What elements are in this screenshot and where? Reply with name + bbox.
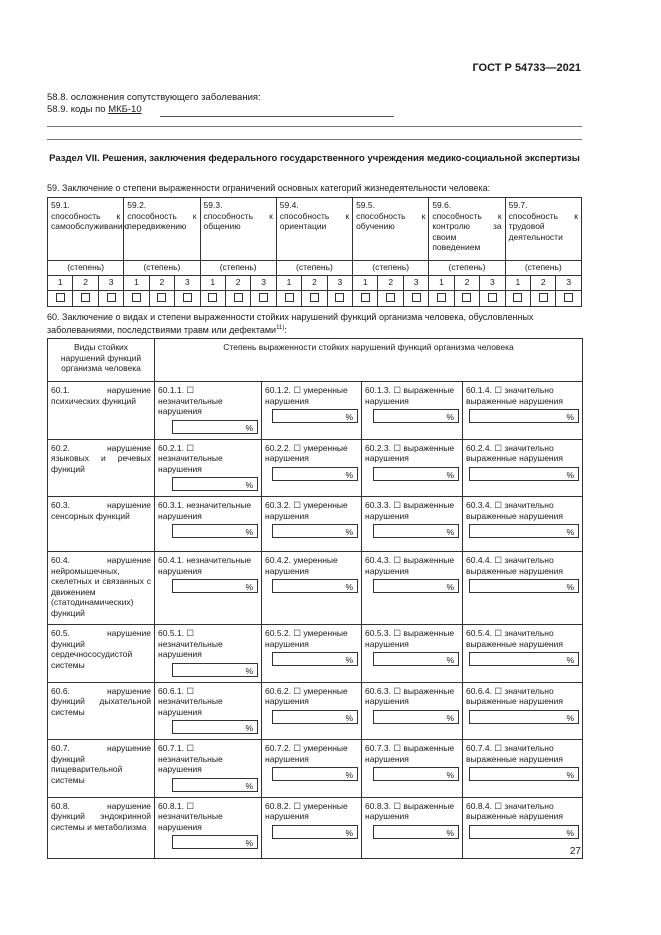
page-number: 27 bbox=[569, 846, 581, 857]
percent-field[interactable]: % bbox=[373, 767, 459, 781]
level-checkbox-cell bbox=[480, 291, 505, 307]
degree-cell bbox=[463, 797, 583, 858]
degree-cell bbox=[155, 797, 262, 858]
blank-line-1 bbox=[47, 126, 582, 127]
checkbox[interactable] bbox=[462, 293, 471, 302]
degree-option-label[interactable]: 60.3.2. ☐ умеренные нарушения bbox=[265, 500, 348, 521]
degree-cell bbox=[362, 740, 463, 798]
category-cell: 59.6. способность к контролю за своим поведением bbox=[429, 198, 505, 261]
percent-field[interactable]: % bbox=[373, 652, 459, 666]
level-number: 2 bbox=[225, 276, 250, 291]
checkbox[interactable] bbox=[564, 293, 573, 302]
degree-cell bbox=[362, 682, 463, 740]
degree-option-label[interactable]: 60.7.2. ☐ умеренные нарушения bbox=[265, 743, 348, 764]
checkbox[interactable] bbox=[208, 293, 217, 302]
degree-option-label[interactable]: 60.8.1. ☐ незначительные нарушения bbox=[158, 800, 223, 832]
level-checkbox-cell bbox=[124, 291, 149, 307]
degree-cell bbox=[362, 552, 463, 625]
percent-field[interactable]: % bbox=[172, 778, 258, 792]
level-number: 3 bbox=[175, 276, 200, 291]
checkbox[interactable] bbox=[386, 293, 395, 302]
percent-field[interactable]: % bbox=[373, 579, 459, 593]
level-number: 3 bbox=[403, 276, 428, 291]
degree-option-label[interactable]: 60.2.1. ☐ незначительные нарушения bbox=[158, 442, 223, 474]
table-60-header-row bbox=[48, 339, 583, 382]
degree-cell bbox=[362, 625, 463, 683]
degree-option-label[interactable]: 60.4.2. умеренные нарушения bbox=[265, 555, 338, 576]
percent-field[interactable]: % bbox=[469, 652, 579, 666]
table-59-level-row bbox=[48, 276, 582, 291]
checkbox[interactable] bbox=[157, 293, 166, 302]
degree-label: (степень) bbox=[276, 261, 352, 276]
level-number: 2 bbox=[149, 276, 174, 291]
impairment-kind: 60.1. нарушение психических функций bbox=[48, 382, 155, 440]
degree-label: (степень) bbox=[429, 261, 505, 276]
percent-field[interactable]: % bbox=[469, 467, 579, 481]
degree-cell bbox=[155, 382, 262, 440]
percent-field[interactable]: % bbox=[373, 467, 459, 481]
percent-field[interactable]: % bbox=[272, 524, 358, 538]
table-row bbox=[48, 625, 583, 683]
degree-cell bbox=[262, 382, 362, 440]
percent-field[interactable]: % bbox=[172, 524, 258, 538]
degree-cell bbox=[463, 382, 583, 440]
degree-cell bbox=[155, 497, 262, 552]
checkbox[interactable] bbox=[234, 293, 243, 302]
degree-option-label[interactable]: 60.5.2. ☐ умеренные нарушения bbox=[265, 628, 348, 649]
table-row bbox=[48, 439, 583, 497]
table-60 bbox=[47, 338, 583, 859]
level-checkbox-cell bbox=[73, 291, 98, 307]
checkbox[interactable] bbox=[107, 293, 116, 302]
degree-label: (степень) bbox=[124, 261, 200, 276]
degree-cell bbox=[463, 682, 583, 740]
level-number: 1 bbox=[505, 276, 530, 291]
degree-cell bbox=[262, 682, 362, 740]
percent-field[interactable]: % bbox=[469, 409, 579, 423]
checkbox[interactable] bbox=[412, 293, 421, 302]
degree-cell bbox=[463, 740, 583, 798]
category-cell: 59.1. способность к самообслуживанию bbox=[48, 198, 124, 261]
degree-option-label[interactable]: 60.7.1. ☐ незначительные нарушения bbox=[158, 743, 223, 774]
level-checkbox-cell bbox=[251, 291, 276, 307]
degree-option-label[interactable]: 60.6.4. ☐ значительно выраженные нарушения bbox=[466, 685, 563, 706]
level-number: 1 bbox=[200, 276, 225, 291]
degree-option-label[interactable]: 60.1.3. ☐ выраженные нарушения bbox=[365, 385, 455, 406]
percent-field[interactable]: % bbox=[172, 663, 258, 677]
checkbox[interactable] bbox=[132, 293, 141, 302]
table-row bbox=[48, 740, 583, 798]
category-cell: 59.3. способность к общению bbox=[200, 198, 276, 261]
category-cell: 59.4. способность к ориентации bbox=[276, 198, 352, 261]
percent-field[interactable]: % bbox=[469, 825, 579, 839]
level-number: 2 bbox=[454, 276, 479, 291]
level-number: 1 bbox=[124, 276, 149, 291]
level-checkbox-cell bbox=[429, 291, 454, 307]
impairment-kind: 60.7. нарушение функций пищеварительной системы bbox=[48, 740, 155, 798]
percent-field[interactable]: % bbox=[172, 835, 258, 849]
degree-option-label[interactable]: 60.4.4. ☐ значительно выраженные нарушения bbox=[466, 555, 563, 576]
degree-option-label[interactable]: 60.6.1. ☐ незначительные нарушения bbox=[158, 685, 223, 717]
percent-field[interactable]: % bbox=[272, 710, 358, 724]
degree-option-label[interactable]: 60.6.3. ☐ выраженные нарушения bbox=[365, 685, 455, 706]
level-checkbox-cell bbox=[48, 291, 73, 307]
degree-label: (степень) bbox=[353, 261, 429, 276]
checkbox[interactable] bbox=[285, 293, 294, 302]
percent-field[interactable]: % bbox=[172, 579, 258, 593]
level-number: 3 bbox=[251, 276, 276, 291]
impairment-kind: 60.8. нарушение функций эндокринной системы и метаболизма bbox=[48, 797, 155, 858]
table-59 bbox=[47, 197, 582, 307]
level-checkbox-cell bbox=[556, 291, 582, 307]
impairment-kind: 60.6. нарушение функций дыхательной системы bbox=[48, 682, 155, 740]
degree-option-label[interactable]: 60.4.1. незначительные нарушения bbox=[158, 555, 252, 576]
level-number: 2 bbox=[73, 276, 98, 291]
level-checkbox-cell bbox=[225, 291, 250, 307]
level-number: 2 bbox=[378, 276, 403, 291]
percent-field[interactable]: % bbox=[469, 579, 579, 593]
degree-cell bbox=[362, 497, 463, 552]
level-checkbox-cell bbox=[149, 291, 174, 307]
degree-option-label[interactable]: 60.8.4. ☐ значительно выраженные нарушения bbox=[466, 800, 563, 821]
percent-field[interactable]: % bbox=[373, 524, 459, 538]
level-number: 2 bbox=[531, 276, 556, 291]
checkbox[interactable] bbox=[513, 293, 522, 302]
item-58-9 bbox=[47, 104, 142, 115]
level-number: 3 bbox=[98, 276, 123, 291]
degree-option-label[interactable]: 60.8.2. ☐ умеренные нарушения bbox=[265, 800, 348, 821]
level-number: 1 bbox=[429, 276, 454, 291]
impairment-kind: 60.2. нарушение языковых и речевых функций bbox=[48, 439, 155, 497]
item-60-tail: : bbox=[284, 325, 287, 335]
degree-option-label[interactable]: 60.4.3. ☐ выраженные нарушения bbox=[365, 555, 455, 576]
degree-cell bbox=[362, 382, 463, 440]
percent-field[interactable]: % bbox=[373, 825, 459, 839]
item-59-text: 59. Заключение о степени выраженности ограничений основных категорий жизнедеятельности человека: bbox=[47, 183, 491, 193]
percent-field[interactable]: % bbox=[469, 710, 579, 724]
table-row bbox=[48, 497, 583, 552]
degree-cell bbox=[362, 797, 463, 858]
degree-option-label[interactable]: 60.3.4. ☐ значительно выраженные нарушения bbox=[466, 500, 563, 521]
percent-field[interactable]: % bbox=[469, 767, 579, 781]
degree-cell bbox=[262, 497, 362, 552]
level-number: 1 bbox=[276, 276, 301, 291]
category-cell: 59.5. способность к обучению bbox=[353, 198, 429, 261]
degree-option-label[interactable]: 60.6.2. ☐ умеренные нарушения bbox=[265, 685, 348, 706]
level-number: 1 bbox=[48, 276, 73, 291]
degree-cell bbox=[155, 552, 262, 625]
impairment-kind: 60.4. нарушение нейромышечных, скелетных и связанных с движением (статодинамических) функций bbox=[48, 552, 155, 625]
degree-cell bbox=[463, 497, 583, 552]
degree-cell bbox=[362, 439, 463, 497]
degree-option-label[interactable]: 60.3.3. ☐ выраженные нарушения bbox=[365, 500, 455, 521]
level-checkbox-cell bbox=[454, 291, 479, 307]
footnote-ref: 11) bbox=[276, 325, 285, 331]
degree-cell bbox=[262, 797, 362, 858]
degree-cell bbox=[262, 625, 362, 683]
percent-field[interactable]: % bbox=[272, 409, 358, 423]
degree-option-label[interactable]: 60.7.4. ☐ значительно выраженные нарушения bbox=[466, 743, 563, 764]
percent-field[interactable]: % bbox=[272, 467, 358, 481]
degree-option-label[interactable]: 60.5.3. ☐ выраженные нарушения bbox=[365, 628, 455, 649]
degree-cell bbox=[463, 439, 583, 497]
percent-field[interactable]: % bbox=[172, 420, 258, 434]
item-58-8: 58.8. осложнения сопутствующего заболевания: bbox=[47, 92, 261, 103]
checkbox[interactable] bbox=[259, 293, 268, 302]
percent-field[interactable]: % bbox=[469, 524, 579, 538]
checkbox[interactable] bbox=[310, 293, 319, 302]
degree-header: Степень выраженности стойких нарушений функций организма человека bbox=[155, 339, 583, 382]
blank-line-2 bbox=[47, 139, 582, 140]
degree-label: (степень) bbox=[200, 261, 276, 276]
checkbox[interactable] bbox=[361, 293, 370, 302]
checkbox[interactable] bbox=[183, 293, 192, 302]
table-59-category-row bbox=[48, 198, 582, 261]
degree-cell bbox=[262, 552, 362, 625]
level-checkbox-cell bbox=[505, 291, 530, 307]
level-checkbox-cell bbox=[302, 291, 327, 307]
level-number: 3 bbox=[480, 276, 505, 291]
level-checkbox-cell bbox=[327, 291, 352, 307]
category-cell: 59.7. способность к трудовой деятельности bbox=[505, 198, 581, 261]
degree-cell bbox=[155, 625, 262, 683]
impairment-kind: 60.3. нарушение сенсорных функций bbox=[48, 497, 155, 552]
checkbox[interactable] bbox=[539, 293, 548, 302]
level-number: 1 bbox=[353, 276, 378, 291]
percent-field[interactable]: % bbox=[373, 710, 459, 724]
checkbox[interactable] bbox=[437, 293, 446, 302]
checkbox[interactable] bbox=[488, 293, 497, 302]
table-row bbox=[48, 682, 583, 740]
document-id: ГОСТ Р 54733—2021 bbox=[472, 62, 581, 74]
level-number: 2 bbox=[302, 276, 327, 291]
level-number: 3 bbox=[556, 276, 582, 291]
degree-label: (степень) bbox=[48, 261, 124, 276]
level-checkbox-cell bbox=[276, 291, 301, 307]
degree-option-label[interactable]: 60.1.2. ☐ умеренные нарушения bbox=[265, 385, 348, 406]
checkbox[interactable] bbox=[56, 293, 65, 302]
kind-header: Виды стойких нарушений функций организма человека bbox=[48, 339, 155, 382]
degree-option-label[interactable]: 60.2.4. ☐ значительно выраженные нарушения bbox=[466, 442, 563, 463]
degree-cell bbox=[155, 682, 262, 740]
level-checkbox-cell bbox=[378, 291, 403, 307]
degree-option-label[interactable]: 60.8.3. ☐ выраженные нарушения bbox=[365, 800, 455, 821]
level-checkbox-cell bbox=[403, 291, 428, 307]
degree-cell bbox=[463, 552, 583, 625]
degree-option-label[interactable]: 60.5.4. ☐ значительно выраженные нарушения bbox=[466, 628, 563, 649]
category-cell: 59.2. способность к передвижению bbox=[124, 198, 200, 261]
level-checkbox-cell bbox=[175, 291, 200, 307]
degree-option-label[interactable]: 60.5.1. ☐ незначительные нарушения bbox=[158, 628, 223, 659]
item-60-body: 60. Заключение о видах и степени выраженности стойких нарушений функций организма человека, обусловленных заболеваниями, последствиями травм или дефектами bbox=[47, 312, 534, 335]
degree-cell bbox=[155, 439, 262, 497]
percent-field[interactable]: % bbox=[272, 652, 358, 666]
section-vii-title: Раздел VII. Решения, заключения федерального государственного учреждения медико-социальной экспертизы bbox=[49, 153, 580, 164]
degree-option-label[interactable]: 60.1.4. ☐ значительно выраженные нарушения bbox=[466, 385, 563, 406]
percent-field[interactable]: % bbox=[172, 720, 258, 734]
percent-field[interactable]: % bbox=[373, 409, 459, 423]
degree-option-label[interactable]: 60.2.2. ☐ умеренные нарушения bbox=[265, 442, 348, 463]
degree-option-label[interactable]: 60.1.1. ☐ незначительные нарушения bbox=[158, 385, 223, 416]
item-60-text bbox=[47, 312, 582, 336]
percent-field[interactable]: % bbox=[172, 477, 258, 491]
degree-cell bbox=[155, 740, 262, 798]
degree-cell bbox=[262, 439, 362, 497]
degree-option-label[interactable]: 60.7.3. ☐ выраженные нарушения bbox=[365, 743, 455, 764]
level-checkbox-cell bbox=[200, 291, 225, 307]
table-row bbox=[48, 382, 583, 440]
table-59-degree-row bbox=[48, 261, 582, 276]
table-row bbox=[48, 552, 583, 625]
checkbox[interactable] bbox=[335, 293, 344, 302]
percent-field[interactable]: % bbox=[272, 579, 358, 593]
table-row bbox=[48, 797, 583, 858]
table-59-checkbox-row bbox=[48, 291, 582, 307]
degree-cell bbox=[463, 625, 583, 683]
icd10-fill-line[interactable] bbox=[160, 116, 394, 117]
percent-field[interactable]: % bbox=[272, 825, 358, 839]
item-58-9-prefix: 58.9. коды по bbox=[47, 104, 106, 115]
percent-field[interactable]: % bbox=[272, 767, 358, 781]
degree-option-label[interactable]: 60.3.1. незначительные нарушения bbox=[158, 500, 252, 521]
level-checkbox-cell bbox=[98, 291, 123, 307]
checkbox[interactable] bbox=[81, 293, 90, 302]
degree-option-label[interactable]: 60.2.3. ☐ выраженные нарушения bbox=[365, 442, 455, 463]
icd10-link[interactable]: МКБ-10 bbox=[108, 104, 142, 115]
level-number: 3 bbox=[327, 276, 352, 291]
degree-cell bbox=[262, 740, 362, 798]
impairment-kind: 60.5. нарушение функций сердечнососудистой системы bbox=[48, 625, 155, 683]
level-checkbox-cell bbox=[531, 291, 556, 307]
degree-label: (степень) bbox=[505, 261, 581, 276]
level-checkbox-cell bbox=[353, 291, 378, 307]
